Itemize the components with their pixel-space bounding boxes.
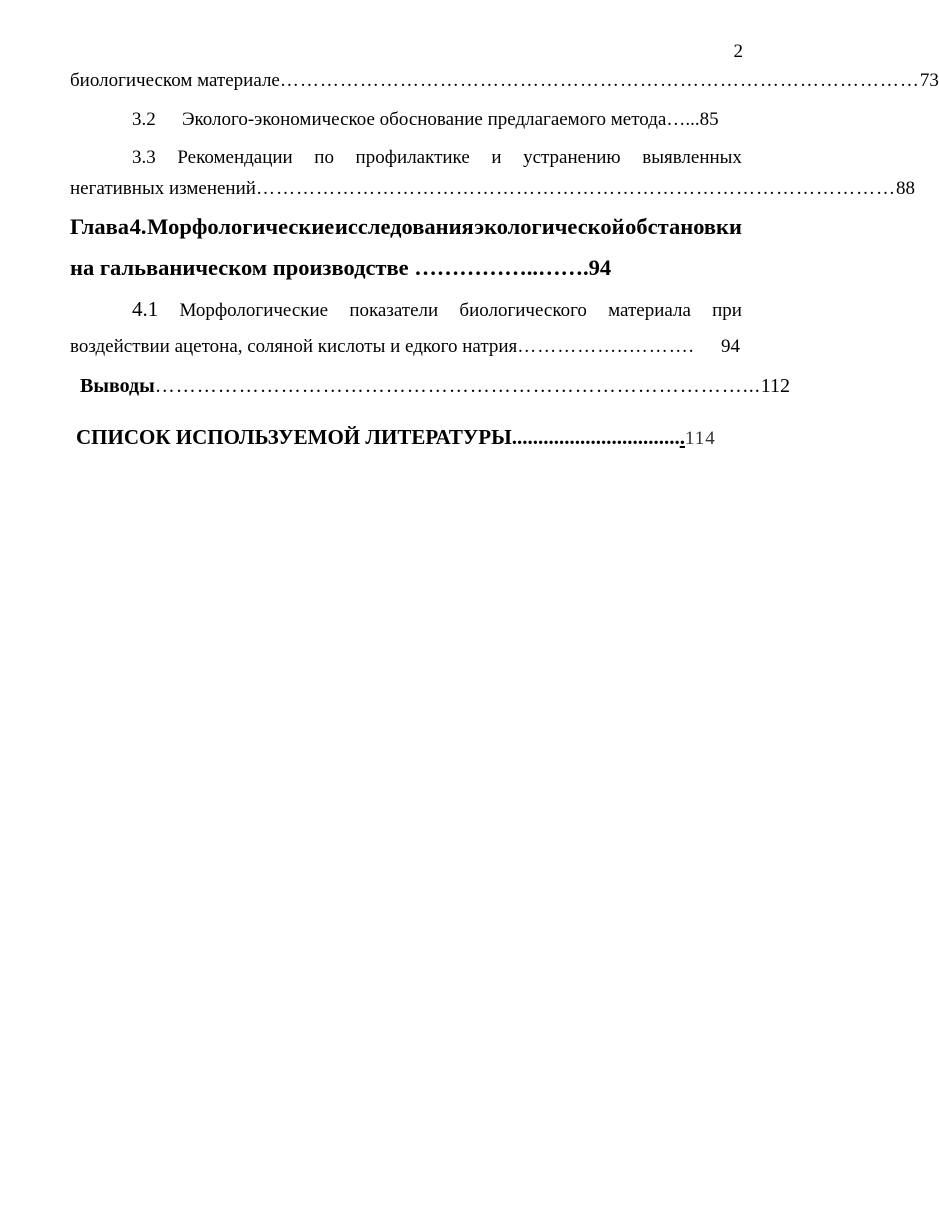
toc-word: 4.: [129, 214, 147, 239]
toc-item-3-3: [132, 145, 742, 171]
toc-item-4-1-continuation: [70, 334, 740, 360]
toc-item-4-1: [132, 296, 742, 324]
toc-page-number: 112: [760, 375, 791, 397]
toc-word: профилактике: [355, 147, 470, 168]
toc-chapter-4-continuation: [70, 253, 742, 283]
toc-entry-text: Выводы: [80, 375, 155, 397]
page-number: 2: [733, 41, 743, 62]
toc-leader-dots: ................................: [511, 425, 680, 449]
toc-entry-text: воздействии ацетона, соляной кислоты и едкого натрия: [70, 336, 518, 357]
toc-references: [76, 424, 741, 452]
toc-leader-dots: ……………..…….: [414, 255, 589, 280]
toc-line-bio-material: [70, 68, 939, 94]
toc-page-number: 94: [721, 336, 740, 357]
toc-page-number: 85: [699, 109, 719, 130]
toc-entry-text: Эколого-экономическое обоснование предлагаемого метода: [182, 109, 667, 130]
toc-word: Морфологические: [179, 300, 329, 321]
toc-page-number: 73: [919, 70, 939, 91]
toc-leader-dots: …...: [666, 109, 700, 130]
toc-word: материала: [608, 300, 691, 321]
toc-leader-dots: ……………………………………………………………………………………: [279, 70, 920, 91]
toc-item-number: 3.3: [132, 147, 156, 168]
toc-entry-text: биологическом материале: [70, 70, 280, 91]
toc-word: Морфологические: [147, 214, 335, 239]
toc-word: выявленных: [642, 147, 742, 168]
toc-word: исследования: [334, 214, 474, 239]
toc-word: обстановки: [625, 214, 742, 239]
toc-word: по: [314, 147, 334, 168]
toc-entry-text: СПИСОК ИСПОЛЬЗУЕМОЙ ЛИТЕРАТУРЫ: [76, 425, 512, 449]
toc-word: биологического: [459, 300, 587, 321]
toc-entry-text: негативных изменений: [70, 178, 256, 199]
toc-page-number: 88: [895, 178, 915, 199]
toc-item-number: 3.2: [132, 109, 156, 130]
toc-chapter-4-title: [70, 212, 742, 242]
toc-leader-dots: ……………..……….: [517, 336, 695, 357]
toc-item-3-3-continuation: [70, 176, 915, 202]
toc-page-number: 94: [588, 255, 612, 280]
toc-leader-dots: ……………………………………………………………………………………: [255, 178, 896, 199]
toc-conclusions: [80, 373, 791, 399]
toc-word: и: [491, 147, 502, 168]
toc-word: при: [712, 300, 742, 321]
toc-page-number: 114: [684, 428, 716, 449]
toc-word: показатели: [349, 300, 439, 321]
toc-word: Рекомендации: [177, 147, 293, 168]
toc-word: Глава: [70, 214, 130, 239]
toc-leader-dots: …………………………………………………………………………...: [154, 375, 761, 397]
toc-word: экологической: [474, 214, 625, 239]
toc-item-number: 4.1: [132, 297, 159, 321]
toc-underlined-mark: .: [679, 425, 685, 449]
toc-entry-text: на гальваническом производстве: [70, 255, 409, 280]
toc-item-3-2: [132, 107, 742, 133]
toc-word: устранению: [523, 147, 621, 168]
